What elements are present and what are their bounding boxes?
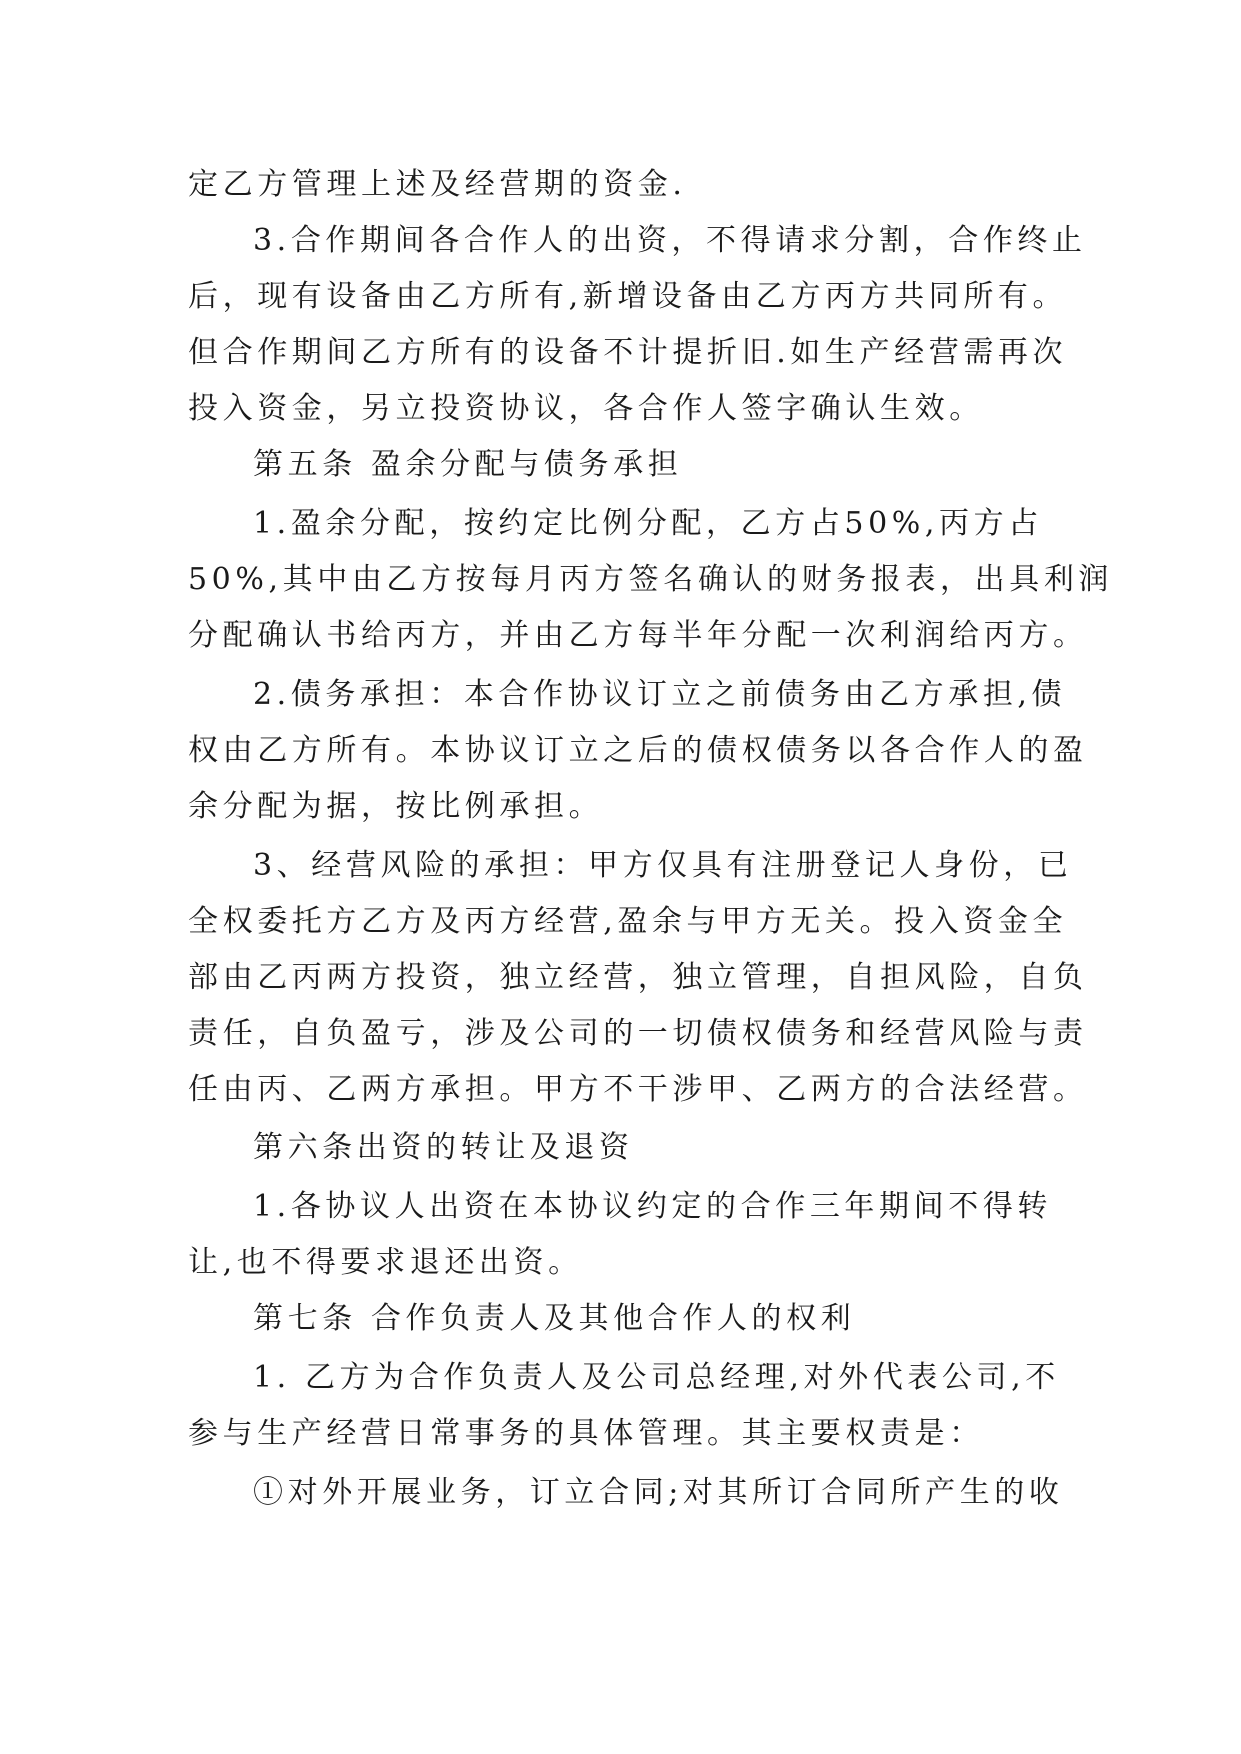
- text-line-10: 2.债务承担：本合作协议订立之前债务由乙方承担,债: [253, 677, 1067, 712]
- section-heading-5: 第五条 盈余分配与债务承担: [253, 447, 683, 482]
- text-line-13: 3、经营风险的承担：甲方仅具有注册登记人身份，已: [253, 848, 1073, 883]
- section-heading-6: 第六条出资的转让及退资: [253, 1130, 634, 1165]
- section-heading-7: 第七条 合作负责人及其他合作人的权利: [253, 1301, 856, 1336]
- text-line-11: 权由乙方所有。本协议订立之后的债权债务以各合作人的盈: [188, 733, 1088, 768]
- text-line-23: 参与生产经营日常事务的具体管理。其主要权责是：: [188, 1416, 984, 1451]
- text-line-16: 责任，自负盈亏，涉及公司的一切债权债务和经营风险与责: [188, 1016, 1088, 1051]
- text-line-20: 让,也不得要求退还出资。: [188, 1245, 583, 1280]
- text-line-1: 定乙方管理上述及经营期的资金.: [188, 167, 687, 202]
- text-line-15: 部由乙丙两方投资，独立经营，独立管理，自担风险，自负: [188, 960, 1088, 995]
- text-line-14: 全权委托方乙方及丙方经营,盈余与甲方无关。投入资金全: [188, 904, 1068, 939]
- text-line-22: 1. 乙方为合作负责人及公司总经理,对外代表公司,不: [253, 1360, 1060, 1395]
- text-line-3: 后，现有设备由乙方所有,新增设备由乙方丙方共同所有。: [188, 279, 1068, 314]
- text-line-8: 50%,其中由乙方按每月丙方签名确认的财务报表，出具利润: [188, 562, 1114, 597]
- text-line-17: 任由丙、乙两方承担。甲方不干涉甲、乙两方的合法经营。: [188, 1072, 1088, 1107]
- text-line-4: 但合作期间乙方所有的设备不计提折旧.如生产经营需再次: [188, 335, 1068, 370]
- text-line-9: 分配确认书给丙方，并由乙方每半年分配一次利润给丙方。: [188, 618, 1088, 653]
- text-line-24: ①对外开展业务，订立合同;对其所订合同所产生的收: [253, 1475, 1064, 1510]
- text-line-7: 1.盈余分配，按约定比例分配，乙方占50%,丙方占: [253, 506, 1043, 541]
- text-line-2: 3.合作期间各合作人的出资，不得请求分割，合作终止: [253, 223, 1087, 258]
- text-line-19: 1.各协议人出资在本协议约定的合作三年期间不得转: [253, 1189, 1053, 1224]
- text-line-12: 余分配为据，按比例承担。: [188, 789, 604, 824]
- text-line-5: 投入资金，另立投资协议，各合作人签字确认生效。: [188, 391, 984, 426]
